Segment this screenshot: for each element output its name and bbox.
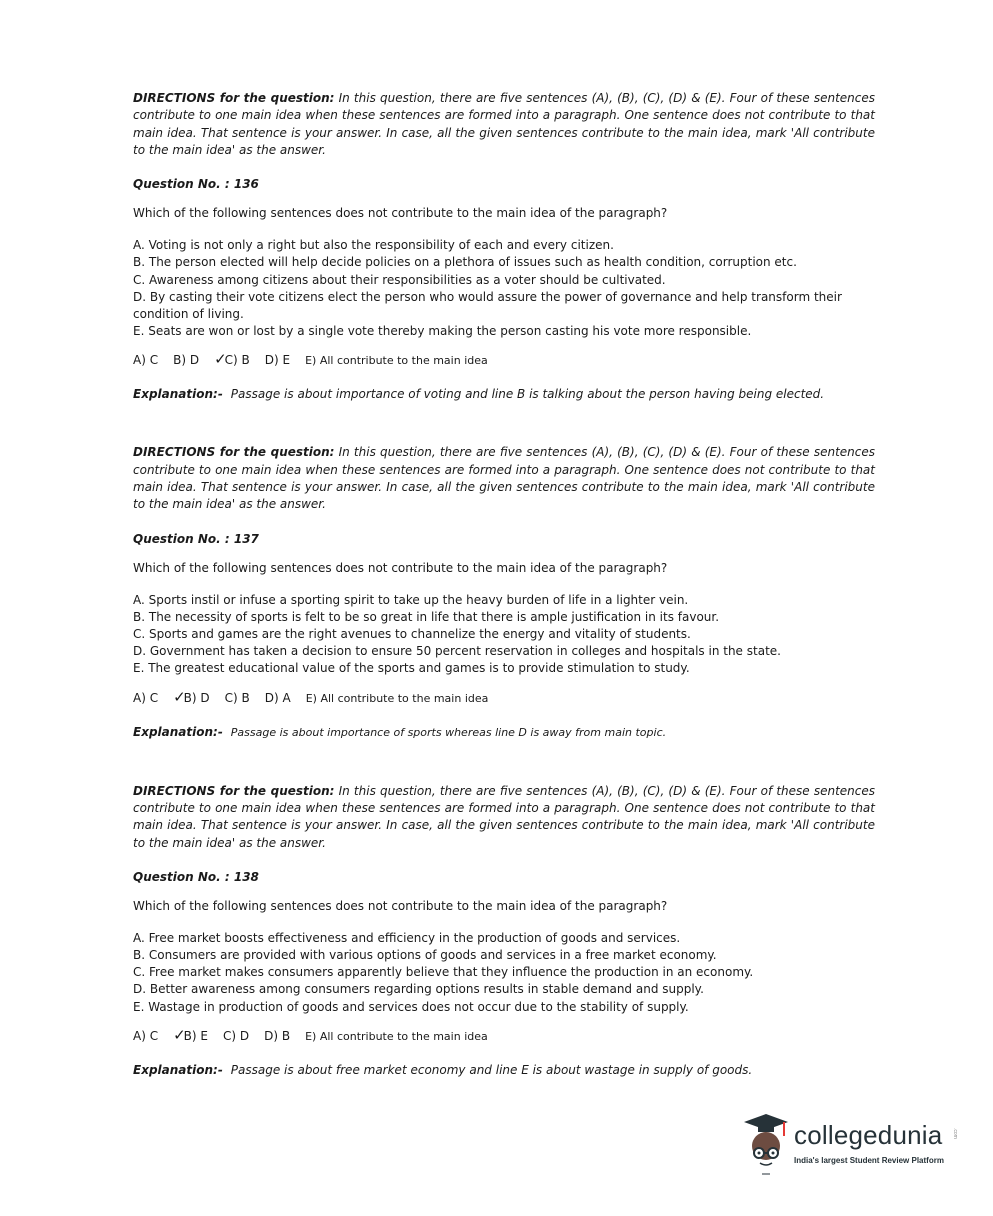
explanation-text: Passage is about importance of voting and line B is talking about the person having being elected.	[230, 387, 825, 402]
sentence-c: C. Sports and games are the right avenues to channelize the energy and vitality of students.	[133, 627, 691, 641]
directions	[133, 444, 875, 513]
question-number: Question No. : 137	[133, 531, 259, 546]
explanation-label: Explanation:-	[133, 724, 223, 739]
question-block-136	[133, 90, 875, 402]
option-c[interactable]: ✓C) B	[214, 350, 250, 369]
option-e[interactable]: E) All contribute to the main idea	[305, 691, 489, 705]
sentence-d: D. Government has taken a decision to ensure 50 percent reservation in colleges and hospitals in the state.	[133, 644, 781, 659]
option-c[interactable]: C) B	[224, 690, 250, 705]
sentence-list	[133, 592, 875, 678]
logo-tagline: India's largest Student Review Platform	[794, 1156, 944, 1165]
option-d[interactable]: D) B	[264, 1028, 291, 1043]
answer-options	[133, 350, 875, 370]
directions-label: DIRECTIONS for the question:	[133, 91, 335, 105]
option-d[interactable]: D) A	[264, 690, 291, 705]
directions-text: In this question, there are five sentences (A), (B), (C), (D) & (E). Four of these sentences contribute to one main idea when these sentences are formed into a paragraph. One sentence does not contribute to that main idea. That sentence is your answer. In case, all the given sentences contribute to the main idea, mark 'All contribute to the main idea' as the answer.	[133, 91, 875, 157]
mascot-with-graduation-cap-icon	[738, 1108, 794, 1180]
explanation-label: Explanation:-	[133, 1062, 223, 1077]
sentence-e: E. Seats are won or lost by a single vote thereby making the person casting his vote more responsible.	[133, 324, 752, 339]
sentence-c: C. Free market makes consumers apparently believe that they influence the production in an economy.	[133, 965, 754, 980]
question-number: Question No. : 138	[133, 869, 259, 884]
question-number: Question No. : 136	[133, 177, 259, 192]
answer-options	[133, 1026, 875, 1046]
option-b[interactable]: ✓B) D	[173, 687, 210, 706]
question-prompt: Which of the following sentences does not contribute to the main idea of the paragraph?	[133, 206, 668, 221]
option-a[interactable]: A) C	[133, 353, 159, 368]
sentence-d: D. By casting their vote citizens elect the person who would assure the power of governance and help transform their condition of living.	[133, 289, 842, 321]
explanation-label: Explanation:-	[133, 387, 223, 402]
directions-label: DIRECTIONS for the question:	[133, 783, 335, 798]
directions	[133, 90, 875, 159]
checkmark-icon: ✓	[214, 350, 227, 369]
option-d[interactable]: D) E	[264, 353, 291, 368]
logo-domain-suffix: .com	[952, 1128, 958, 1139]
answer-options	[133, 688, 875, 708]
sentence-b: B. The necessity of sports is felt to be so great in life that there is ample justification in its favour.	[133, 609, 720, 624]
option-e[interactable]: E) All contribute to the main idea	[305, 1029, 488, 1043]
directions-text: In this question, there are five sentences (A), (B), (C), (D) & (E). Four of these sentences contribute to one main idea when these sentences are formed into a paragraph. One sentence does not contribute to that main idea. That sentence is your answer. In case, all the given sentences contribute to the main idea, mark 'All contribute to the main idea' as the answer.	[133, 783, 875, 850]
explanation	[133, 724, 875, 741]
checkmark-icon: ✓	[173, 1025, 186, 1044]
question-prompt: Which of the following sentences does not contribute to the main idea of the paragraph?	[133, 560, 668, 575]
sentence-e: E. Wastage in production of goods and services does not occur due to the stability of supply.	[133, 999, 689, 1014]
option-b[interactable]: B) D	[173, 353, 200, 368]
logo-wordmark: collegedunia	[794, 1120, 943, 1150]
directions	[133, 783, 875, 852]
sentence-b: B. Consumers are provided with various options of goods and services in a free market economy.	[133, 948, 717, 962]
collegedunia-logo[interactable]	[738, 1108, 963, 1180]
explanation-text: Passage is about free market economy and line E is about wastage in supply of goods.	[230, 1062, 753, 1077]
sentence-d: D. Better awareness among consumers regarding options results in stable demand and supply.	[133, 982, 704, 997]
sentence-e: E. The greatest educational value of the sports and games is to provide stimulation to study.	[133, 661, 690, 676]
sentence-b: B. The person elected will help decide policies on a plethora of issues such as health condition, corruption etc.	[133, 255, 797, 270]
option-a[interactable]: A) C	[133, 690, 159, 705]
directions-text: In this question, there are five sentences (A), (B), (C), (D) & (E). Four of these sentences contribute to one main idea when these sentences are formed into a paragraph. One sentence does not contribute to that main idea. That sentence is your answer. In case, all the given sentences contribute to the main idea, mark 'All contribute to the main idea' as the answer.	[133, 445, 875, 512]
explanation-text: Passage is about importance of sports whereas line D is away from main topic.	[230, 725, 667, 739]
option-c[interactable]: C) D	[222, 1028, 250, 1043]
question-block-138	[133, 783, 875, 1078]
question-prompt: Which of the following sentences does not contribute to the main idea of the paragraph?	[133, 898, 668, 913]
question-block-137	[133, 444, 875, 740]
option-e[interactable]: E) All contribute to the main idea	[305, 354, 488, 368]
sentence-list	[133, 930, 875, 1016]
explanation	[133, 386, 875, 402]
sentence-a: A. Free market boosts effectiveness and efficiency in the production of goods and services.	[133, 930, 681, 945]
sentence-a: A. Sports instil or infuse a sporting spirit to take up the heavy burden of life in a lighter vein.	[133, 592, 689, 607]
sentence-list	[133, 237, 875, 340]
option-a[interactable]: A) C	[133, 1028, 159, 1043]
option-b[interactable]: ✓B) E	[173, 1025, 208, 1044]
explanation	[133, 1062, 875, 1078]
question-page	[133, 90, 875, 1078]
directions-label: DIRECTIONS for the question:	[133, 445, 335, 460]
sentence-a: A. Voting is not only a right but also the responsibility of each and every citizen.	[133, 238, 614, 253]
checkmark-icon: ✓	[173, 687, 186, 706]
sentence-c: C. Awareness among citizens about their responsibilities as a voter should be cultivated.	[133, 272, 666, 287]
